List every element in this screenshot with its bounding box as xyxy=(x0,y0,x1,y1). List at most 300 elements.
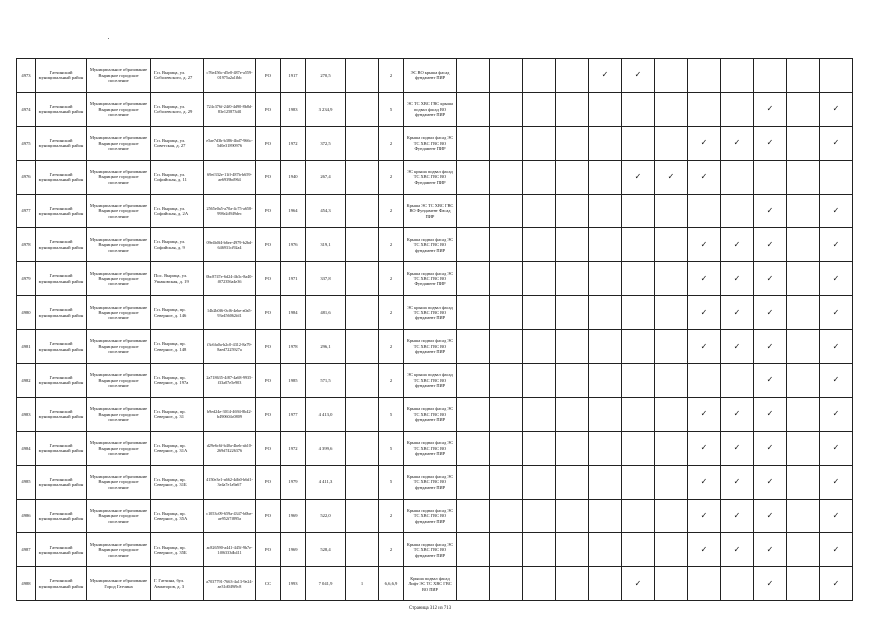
row-number: 4984 xyxy=(17,431,36,465)
floors-cell: 5 xyxy=(379,397,404,431)
work-mark-cell xyxy=(721,126,754,160)
work-mark-cell xyxy=(787,533,820,567)
area-cell: 267,4 xyxy=(306,160,346,194)
address-cell: Г.п. Вырица, ул. Советская, д. 27 xyxy=(151,126,204,160)
queue-cell xyxy=(346,499,379,533)
year-cell: 1976 xyxy=(281,228,306,262)
area-cell: 4 399,6 xyxy=(306,431,346,465)
fias-code-cell: c76e456c-d5e0-487e-a559-01975a2a1fbb xyxy=(204,59,256,93)
work-mark-cell xyxy=(655,364,688,398)
check-mark-icon: ✓ xyxy=(832,138,840,148)
work-mark-cell xyxy=(490,533,523,567)
work-mark-cell xyxy=(688,499,721,533)
work-mark-cell xyxy=(820,296,853,330)
check-mark-icon: ✓ xyxy=(700,239,708,249)
check-mark-icon: ✓ xyxy=(766,239,774,249)
work-mark-cell xyxy=(655,92,688,126)
work-mark-cell xyxy=(556,533,589,567)
settlement-cell: Муниципальное образование Вырицкое городское поселение xyxy=(87,296,151,330)
settlement-cell: Муниципальное образование Вырицкое городское поселение xyxy=(87,126,151,160)
check-mark-icon: ✓ xyxy=(832,273,840,283)
address-cell: Г. Гатчина, бул. Авиаторов, д. 3 xyxy=(151,567,204,601)
fias-code-cell: ac826590-a441-445f-9b7e-1f06333db411 xyxy=(204,533,256,567)
fias-code-cell: 14b2b0f6-0cf6-4ebe-a0a5-93e456062fd1 xyxy=(204,296,256,330)
fias-code-cell: 4150e3e1-a662-4db0-b6d1-3e4a7e1a9a67 xyxy=(204,465,256,499)
row-number: 4976 xyxy=(17,160,36,194)
check-mark-icon: ✓ xyxy=(832,307,840,317)
check-mark-icon: ✓ xyxy=(634,578,642,588)
address-cell: Г.п. Вырица, ул. Софийская, д. 11 xyxy=(151,160,204,194)
work-mark-cell xyxy=(754,92,787,126)
page-footer: Страница 312 из 713 xyxy=(409,606,452,611)
work-mark-cell xyxy=(490,431,523,465)
check-mark-icon: ✓ xyxy=(766,341,774,351)
work-mark-cell xyxy=(622,194,655,228)
district-cell: Гатчинский муниципальный район xyxy=(36,228,87,262)
work-mark-cell xyxy=(754,160,787,194)
work-mark-cell xyxy=(589,92,622,126)
year-cell: 1985 xyxy=(281,364,306,398)
area-cell: 4 413,0 xyxy=(306,397,346,431)
work-mark-cell xyxy=(589,567,622,601)
address-cell: Г.п. Вырица, пр. Северное, д. 31А xyxy=(151,431,204,465)
work-mark-cell xyxy=(457,465,490,499)
check-mark-icon: ✓ xyxy=(733,511,741,521)
table-row xyxy=(17,465,853,499)
check-mark-icon: ✓ xyxy=(700,544,708,554)
work-mark-cell xyxy=(556,397,589,431)
work-mark-cell xyxy=(457,330,490,364)
work-mark-cell xyxy=(589,59,622,93)
check-mark-icon: ✓ xyxy=(700,172,708,182)
work-mark-cell xyxy=(655,330,688,364)
check-mark-icon: ✓ xyxy=(832,341,840,351)
district-cell: Гатчинский муниципальный район xyxy=(36,533,87,567)
work-mark-cell xyxy=(556,499,589,533)
area-cell: 337,8 xyxy=(306,262,346,296)
row-number: 4982 xyxy=(17,364,36,398)
work-mark-cell xyxy=(721,364,754,398)
fund-type-cell: РО xyxy=(256,262,281,296)
area-cell: 296,1 xyxy=(306,330,346,364)
address-cell: Пос. Вырица, ул. Ушаковская, д. 19 xyxy=(151,262,204,296)
check-mark-icon: ✓ xyxy=(634,70,642,80)
table-row xyxy=(17,126,853,160)
table-row xyxy=(17,431,853,465)
district-cell: Гатчинский муниципальный район xyxy=(36,296,87,330)
work-mark-cell xyxy=(490,296,523,330)
district-cell: Гатчинский муниципальный район xyxy=(36,59,87,93)
fias-code-cell: f3c6fa0a-b2c0-4312-8a79-8aed7225927a xyxy=(204,330,256,364)
work-mark-cell xyxy=(589,465,622,499)
table-row xyxy=(17,228,853,262)
settlement-cell: Муниципальное образование Вырицкое городское поселение xyxy=(87,465,151,499)
row-number: 4981 xyxy=(17,330,36,364)
work-mark-cell xyxy=(490,397,523,431)
check-mark-icon: ✓ xyxy=(766,443,774,453)
work-mark-cell xyxy=(490,160,523,194)
work-mark-cell xyxy=(523,126,556,160)
work-mark-cell xyxy=(820,126,853,160)
address-cell: Г.п. Вырица, ул. Софийская, д. 2А xyxy=(151,194,204,228)
floors-cell: 2 xyxy=(379,533,404,567)
work-mark-cell xyxy=(457,397,490,431)
work-mark-cell xyxy=(754,567,787,601)
work-mark-cell xyxy=(787,126,820,160)
work-mark-cell xyxy=(523,296,556,330)
work-mark-cell xyxy=(490,59,523,93)
work-mark-cell xyxy=(688,59,721,93)
fund-type-cell: РО xyxy=(256,499,281,533)
area-cell: 3 234,9 xyxy=(306,92,346,126)
district-cell: Гатчинский муниципальный район xyxy=(36,499,87,533)
work-mark-cell xyxy=(754,431,787,465)
work-mark-cell xyxy=(787,465,820,499)
fund-type-cell: РО xyxy=(256,431,281,465)
work-mark-cell xyxy=(622,92,655,126)
row-number: 4978 xyxy=(17,228,36,262)
settlement-cell: Муниципальное образование Вырицкое городское поселение xyxy=(87,499,151,533)
work-mark-cell xyxy=(721,160,754,194)
work-mark-cell xyxy=(556,364,589,398)
work-mark-cell xyxy=(556,228,589,262)
work-mark-cell xyxy=(787,567,820,601)
settlement-cell: Муниципальное образование Вырицкое городское поселение xyxy=(87,397,151,431)
check-mark-icon: ✓ xyxy=(766,375,774,385)
fias-code-cell: a7037791-7663-4a13-9e24-ae31d049f9c8 xyxy=(204,567,256,601)
work-mark-cell xyxy=(589,533,622,567)
work-mark-cell xyxy=(820,364,853,398)
work-mark-cell xyxy=(655,194,688,228)
check-mark-icon: ✓ xyxy=(832,578,840,588)
floors-cell: 5 xyxy=(379,431,404,465)
work-mark-cell xyxy=(523,364,556,398)
floors-cell: 5 xyxy=(379,465,404,499)
table-row xyxy=(17,533,853,567)
work-mark-cell xyxy=(589,364,622,398)
row-number: 4988 xyxy=(17,567,36,601)
district-cell: Гатчинский муниципальный район xyxy=(36,465,87,499)
work-mark-cell xyxy=(523,499,556,533)
queue-cell xyxy=(346,533,379,567)
address-cell: Г.п. Вырица, ул. Соболевского, д. 29 xyxy=(151,92,204,126)
work-mark-cell xyxy=(688,296,721,330)
work-mark-cell xyxy=(523,228,556,262)
check-mark-icon: ✓ xyxy=(832,511,840,521)
work-mark-cell xyxy=(787,194,820,228)
work-mark-cell xyxy=(688,126,721,160)
check-mark-icon: ✓ xyxy=(766,511,774,521)
work-mark-cell xyxy=(589,262,622,296)
work-mark-cell xyxy=(655,262,688,296)
year-cell: 1969 xyxy=(281,499,306,533)
works-list-cell: Крыша подвал фасад ЭС ТС ХВС ГВС ВО фундамент ПИР xyxy=(404,533,457,567)
row-number: 4985 xyxy=(17,465,36,499)
work-mark-cell xyxy=(655,126,688,160)
check-mark-icon: ✓ xyxy=(766,138,774,148)
work-mark-cell xyxy=(787,59,820,93)
works-list-cell: Крыша подвал фасад Лифт ЭС ТС ХВС ГВС ВО ПИР xyxy=(404,567,457,601)
settlement-cell: Муниципальное образование Вырицкое городское поселение xyxy=(87,160,151,194)
queue-cell xyxy=(346,330,379,364)
work-mark-cell xyxy=(721,499,754,533)
check-mark-icon: ✓ xyxy=(733,443,741,453)
fund-type-cell: РО xyxy=(256,465,281,499)
check-mark-icon: ✓ xyxy=(733,138,741,148)
fund-type-cell: РО xyxy=(256,296,281,330)
work-mark-cell xyxy=(622,431,655,465)
check-mark-icon: ✓ xyxy=(733,341,741,351)
work-mark-cell xyxy=(688,567,721,601)
work-mark-cell xyxy=(721,228,754,262)
district-cell: Гатчинский муниципальный район xyxy=(36,431,87,465)
work-mark-cell xyxy=(622,126,655,160)
works-list-cell: Крыша ЭС ТС ХВС ГВС ВО Фундамент Фасад ПИР xyxy=(404,194,457,228)
work-mark-cell xyxy=(721,533,754,567)
settlement-cell: Муниципальное образование Вырицкое городское поселение xyxy=(87,194,151,228)
year-cell: 1917 xyxy=(281,59,306,93)
work-mark-cell xyxy=(688,330,721,364)
row-number: 4975 xyxy=(17,126,36,160)
work-mark-cell xyxy=(457,92,490,126)
work-mark-cell xyxy=(457,567,490,601)
work-mark-cell xyxy=(589,431,622,465)
scan-speck xyxy=(108,38,109,39)
works-list-cell: ЭС крыша подвал фасад ТС ХВС ГВС ВО фундамент ПИР xyxy=(404,296,457,330)
queue-cell xyxy=(346,126,379,160)
work-mark-cell xyxy=(655,431,688,465)
fias-code-cell: d29e6c6f-b40a-4beb-ab10-269d74226376 xyxy=(204,431,256,465)
year-cell: 1977 xyxy=(281,397,306,431)
floors-cell: 2 xyxy=(379,194,404,228)
work-mark-cell xyxy=(721,296,754,330)
row-number: 4973 xyxy=(17,59,36,93)
work-mark-cell xyxy=(490,465,523,499)
work-mark-cell xyxy=(754,296,787,330)
district-cell: Гатчинский муниципальный район xyxy=(36,262,87,296)
work-mark-cell xyxy=(655,160,688,194)
work-mark-cell xyxy=(589,160,622,194)
check-mark-icon: ✓ xyxy=(766,206,774,215)
housing-register-table xyxy=(16,58,853,601)
address-cell: Г.п. Вырица, пр. Северное, д. 148 xyxy=(151,330,204,364)
work-mark-cell xyxy=(820,262,853,296)
area-cell: 372,5 xyxy=(306,126,346,160)
fias-code-cell: c1053c09-659a-4347-b0be-ae952f7f895a xyxy=(204,499,256,533)
works-list-cell: Крыша подвал фасад ЭС ТС ХВС ГВС ВО Фундамент ПИР xyxy=(404,262,457,296)
work-mark-cell xyxy=(589,296,622,330)
district-cell: Гатчинский муниципальный район xyxy=(36,194,87,228)
work-mark-cell xyxy=(622,499,655,533)
work-mark-cell xyxy=(589,397,622,431)
check-mark-icon: ✓ xyxy=(832,544,840,554)
works-list-cell: Крыша подвал фасад ЭС ТС ХВС ГВС ВО фундамент ПИР xyxy=(404,228,457,262)
area-cell: 319,1 xyxy=(306,228,346,262)
work-mark-cell xyxy=(457,194,490,228)
work-mark-cell xyxy=(754,262,787,296)
check-mark-icon: ✓ xyxy=(766,273,774,283)
queue-cell: 1 xyxy=(346,567,379,601)
queue-cell xyxy=(346,59,379,93)
check-mark-icon: ✓ xyxy=(766,544,774,554)
settlement-cell: Муниципальное образование Вырицкое городское поселение xyxy=(87,228,151,262)
check-mark-icon: ✓ xyxy=(733,273,741,283)
works-list-cell: Крыша подвал фасад ЭС ТС ХВС ГВС ВО фундамент ПИР xyxy=(404,330,457,364)
area-cell: 7 041,9 xyxy=(306,567,346,601)
fund-type-cell: РО xyxy=(256,59,281,93)
work-mark-cell xyxy=(688,465,721,499)
work-mark-cell xyxy=(589,194,622,228)
work-mark-cell xyxy=(754,59,787,93)
floors-cell: 5 xyxy=(379,92,404,126)
work-mark-cell xyxy=(589,499,622,533)
work-mark-cell xyxy=(523,567,556,601)
address-cell: Г.п. Вырица, пр. Северное, д. 35А xyxy=(151,499,204,533)
queue-cell xyxy=(346,194,379,228)
work-mark-cell xyxy=(457,364,490,398)
work-mark-cell xyxy=(523,160,556,194)
check-mark-icon: ✓ xyxy=(832,409,840,419)
work-mark-cell xyxy=(490,330,523,364)
address-cell: Г.п. Вырица, пр. Северное, д. 31 xyxy=(151,397,204,431)
year-cell: 1969 xyxy=(281,533,306,567)
work-mark-cell xyxy=(787,228,820,262)
queue-cell xyxy=(346,160,379,194)
settlement-cell: Муниципальное образование Вырицкое городское поселение xyxy=(87,533,151,567)
check-mark-icon: ✓ xyxy=(700,443,708,453)
work-mark-cell xyxy=(721,567,754,601)
fias-code-cell: 2a718635-4f87-4a68-9935-f33a07e5e903 xyxy=(204,364,256,398)
work-mark-cell xyxy=(655,296,688,330)
check-mark-icon: ✓ xyxy=(766,578,774,588)
works-list-cell: ЭС ТС ХВС ГВС крыша подвал фасад ВО фундамент ПИР xyxy=(404,92,457,126)
row-number: 4980 xyxy=(17,296,36,330)
work-mark-cell xyxy=(820,59,853,93)
queue-cell xyxy=(346,262,379,296)
work-mark-cell xyxy=(754,228,787,262)
check-mark-icon: ✓ xyxy=(766,409,774,419)
work-mark-cell xyxy=(523,465,556,499)
area-cell: 571,5 xyxy=(306,364,346,398)
area-cell: 481,6 xyxy=(306,296,346,330)
district-cell: Гатчинский муниципальный район xyxy=(36,126,87,160)
check-mark-icon: ✓ xyxy=(700,341,708,351)
floors-cell: 2 xyxy=(379,160,404,194)
fund-type-cell: РО xyxy=(256,92,281,126)
table-row xyxy=(17,296,853,330)
work-mark-cell xyxy=(688,262,721,296)
works-list-cell: Крыша подвал фасад ЭС ТС ХВС ГВС ВО фундамент ПИР xyxy=(404,499,457,533)
work-mark-cell xyxy=(490,567,523,601)
work-mark-cell xyxy=(688,160,721,194)
area-cell: 522,0 xyxy=(306,499,346,533)
work-mark-cell xyxy=(556,465,589,499)
address-cell: Г.п. Вырица, пр. Северное, д. 35Б xyxy=(151,533,204,567)
year-cell: 1979 xyxy=(281,465,306,499)
fias-code-cell: 0bc8747e-6d24-4b3c-8a40-f072356a4e36 xyxy=(204,262,256,296)
settlement-cell: Муниципальное образование Вырицкое городское поселение xyxy=(87,330,151,364)
work-mark-cell xyxy=(754,364,787,398)
work-mark-cell xyxy=(820,228,853,262)
check-mark-icon: ✓ xyxy=(733,307,741,317)
work-mark-cell xyxy=(655,567,688,601)
address-cell: Г.п. Вырица, пр. Северное, д. 31Б xyxy=(151,465,204,499)
work-mark-cell xyxy=(622,160,655,194)
works-list-cell: Крыша подвал фасад ЭС ТС ХВС ГВС ВО фундамент ПИР xyxy=(404,397,457,431)
works-list-cell: ЭС ВО крыша фасад фундамент ПИР xyxy=(404,59,457,93)
works-list-cell: Крыша подвал фасад ЭС ТС ХВС ГВС ВО фундамент ПИР xyxy=(404,465,457,499)
works-list-cell: Крыша подвал фасад ЭС ТС ХВС ГВС ВО фундамент ПИР xyxy=(404,431,457,465)
fias-code-cell: b9ed24e-3014-4694-8b42-b490604c0809 xyxy=(204,397,256,431)
year-cell: 1940 xyxy=(281,160,306,194)
work-mark-cell xyxy=(754,499,787,533)
work-mark-cell xyxy=(655,499,688,533)
work-mark-cell xyxy=(721,59,754,93)
work-mark-cell xyxy=(820,465,853,499)
table-row xyxy=(17,262,853,296)
queue-cell xyxy=(346,296,379,330)
work-mark-cell xyxy=(787,499,820,533)
work-mark-cell xyxy=(457,499,490,533)
fund-type-cell: РО xyxy=(256,126,281,160)
queue-cell xyxy=(346,364,379,398)
settlement-cell: Муниципальное образование Вырицкое городское поселение xyxy=(87,364,151,398)
district-cell: Гатчинский муниципальный район xyxy=(36,364,87,398)
table-row xyxy=(17,194,853,228)
floors-cell: 2 xyxy=(379,126,404,160)
work-mark-cell xyxy=(787,364,820,398)
work-mark-cell xyxy=(820,533,853,567)
area-cell: 4 411,3 xyxy=(306,465,346,499)
work-mark-cell xyxy=(622,262,655,296)
check-mark-icon: ✓ xyxy=(832,443,840,453)
work-mark-cell xyxy=(622,296,655,330)
work-mark-cell xyxy=(556,194,589,228)
work-mark-cell xyxy=(820,397,853,431)
fund-type-cell: РО xyxy=(256,533,281,567)
work-mark-cell xyxy=(655,465,688,499)
work-mark-cell xyxy=(787,397,820,431)
work-mark-cell xyxy=(622,59,655,93)
fund-type-cell: РО xyxy=(256,397,281,431)
address-cell: Г.п. Вырица, пр. Северное, д. 146 xyxy=(151,296,204,330)
work-mark-cell xyxy=(820,194,853,228)
work-mark-cell xyxy=(820,92,853,126)
work-mark-cell xyxy=(721,92,754,126)
check-mark-icon: ✓ xyxy=(634,172,642,182)
work-mark-cell xyxy=(457,262,490,296)
check-mark-icon: ✓ xyxy=(700,477,708,487)
work-mark-cell xyxy=(688,92,721,126)
work-mark-cell xyxy=(556,160,589,194)
settlement-cell: Муниципальное образование Вырицкое городское поселение xyxy=(87,262,151,296)
work-mark-cell xyxy=(589,228,622,262)
year-cell: 1972 xyxy=(281,431,306,465)
check-mark-icon: ✓ xyxy=(733,477,741,487)
table-row xyxy=(17,330,853,364)
floors-cell: 2 xyxy=(379,262,404,296)
table-row xyxy=(17,499,853,533)
work-mark-cell xyxy=(655,59,688,93)
fund-type-cell: СС xyxy=(256,567,281,601)
check-mark-icon: ✓ xyxy=(832,375,840,385)
table-row xyxy=(17,160,853,194)
work-mark-cell xyxy=(721,397,754,431)
table-row xyxy=(17,364,853,398)
work-mark-cell xyxy=(556,92,589,126)
work-mark-cell xyxy=(523,431,556,465)
work-mark-cell xyxy=(490,364,523,398)
